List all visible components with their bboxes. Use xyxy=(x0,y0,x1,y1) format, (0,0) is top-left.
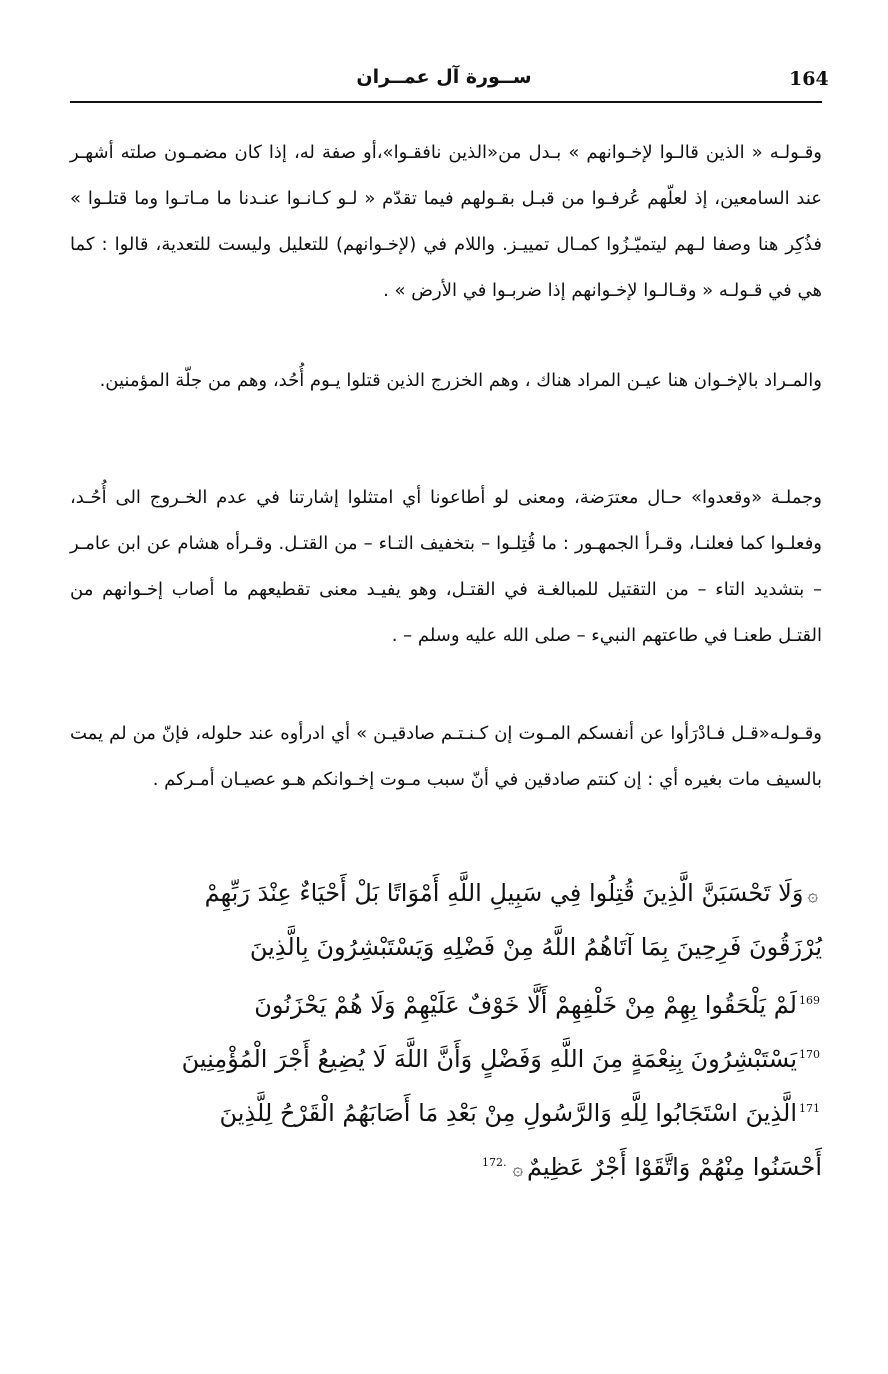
verse-line-4 xyxy=(70,1028,822,1082)
verse-line-3 xyxy=(70,974,822,1028)
ayah-number: 171 xyxy=(799,1102,820,1115)
verse-line-text: يُرْزَقُونَ فَرِحِينَ بِمَا آتَاهُمُ اللَّهُ مِنْ فَضْلِهِ وَيَسْتَبْشِرُونَ بِالَّذِينَ xyxy=(249,933,822,961)
verse-line-text: الَّذِينَ اسْتَجَابُوا لِلَّهِ وَالرَّسُولِ مِنْ بَعْدِ مَا أَصَابَهُمُ الْقَرْحُ لِلَّذِينَ xyxy=(219,1099,797,1127)
ayah-number: 170 xyxy=(799,1048,820,1061)
verse-line-text: أَحْسَنُوا مِنْهُمْ وَاتَّقَوْا أَجْرٌ عَظِيمٌ xyxy=(527,1153,822,1181)
verse-line-1 xyxy=(70,866,822,920)
verse-line-text: لَمْ يَلْحَقُوا بِهِمْ مِنْ خَلْفِهِمْ أَلَّا خَوْفٌ عَلَيْهِمْ وَلَا هُمْ يَحْزَنُونَ xyxy=(254,991,797,1019)
commentary-block-4 xyxy=(70,711,822,803)
commentary-block-1 xyxy=(70,130,822,314)
quran-verse-block xyxy=(70,866,822,1190)
commentary-block-3 xyxy=(70,475,822,659)
verse-line-6 xyxy=(70,1136,822,1190)
page-number: 164 xyxy=(789,68,829,90)
verse-line-2 xyxy=(70,920,822,974)
commentary-paragraph-3: وجملـة «وقعدوا» حـال معترَضة، ومعنى لو أطاعونا أي امتثلوا إشارتنا في عدم الخـروج الى أُحُـد، وفعلـوا كما فعلنـا، وقـرأ الجمهـور : ما قُتِلـوا – بتخفيف التـاء – من القتـل. وقـرأه هشام عن ابن عامـر – بتشديد التاء – من التقتيل للمبالغـة في القتـل، وهو يفيـد معنى تقطيعهم ما أصاب إخـوانهم من القتـل طعنـا في طاعتهم النبيء – صلى الله عليه وسلم – . xyxy=(70,487,822,646)
commentary-paragraph-4: وقـولـه«قـل فـادْرَأوا عن أنفسكم المـوت إن كـنـتـم صادقيـن » أي ادرأوه عند حلوله، فإنّ من لم يمت بالسيف مات بغيره أي : إن كنتم صادقين في أنّ سبب مـوت إخـوانكم هـو عصيـان أمـركم . xyxy=(70,723,822,790)
surah-running-title: ســورة آل عمــران xyxy=(356,66,532,88)
verse-line-5 xyxy=(70,1082,822,1136)
verse-line-text: وَلَا تَحْسَبَنَّ الَّذِينَ قُتِلُوا فِي سَبِيلِ اللَّهِ أَمْوَاتًا بَلْ أَحْيَاءٌ عِنْدَ رَبِّهِمْ xyxy=(204,879,804,907)
commentary-paragraph-1: وقـولـه « الذين قالـوا لإخـوانهم » بـدل من«الذين نافقـوا»،أو صفة له، إذا كان مضمـون صلته أشهـر عند السامعين، إذ لعلّهم عُرفـوا من قبـل بقـولهم فيما تقدّم « لـو كـانـوا عنـدنا ما مـاتـوا وما قتلـوا » فذُكِر هنا وصفا لـهم ليتميّـزُوا كمـال تمييـز. واللام في (لإخـوانهم) للتعليل وليست للتعدية، قالوا : كما هي في قـولـه « وقـالـوا لإخـوانهم إذا ضربـوا في الأرض » . xyxy=(70,142,822,301)
verse-open-ornament-icon: ۞ xyxy=(807,885,818,906)
commentary-paragraph-2: والمـراد بالإخـوان هنا عيـن المراد هناك ، وهم الخزرج الذين قتلوا يـوم أُحُد، وهم من جلّة المؤمنين. xyxy=(99,370,822,391)
header-rule xyxy=(70,101,822,103)
verse-line-text: يَسْتَبْشِرُونَ بِنِعْمَةٍ مِنَ اللَّهِ وَفَضْلٍ وَأَنَّ اللَّهَ لَا يُضِيعُ أَجْرَ الْمُؤْمِنِينَ xyxy=(181,1045,797,1073)
commentary-block-2 xyxy=(70,358,822,404)
ayah-number: 172. xyxy=(481,1156,507,1169)
verse-close-ornament-icon: ۞ xyxy=(512,1159,524,1180)
ayah-number: 169 xyxy=(799,994,820,1007)
